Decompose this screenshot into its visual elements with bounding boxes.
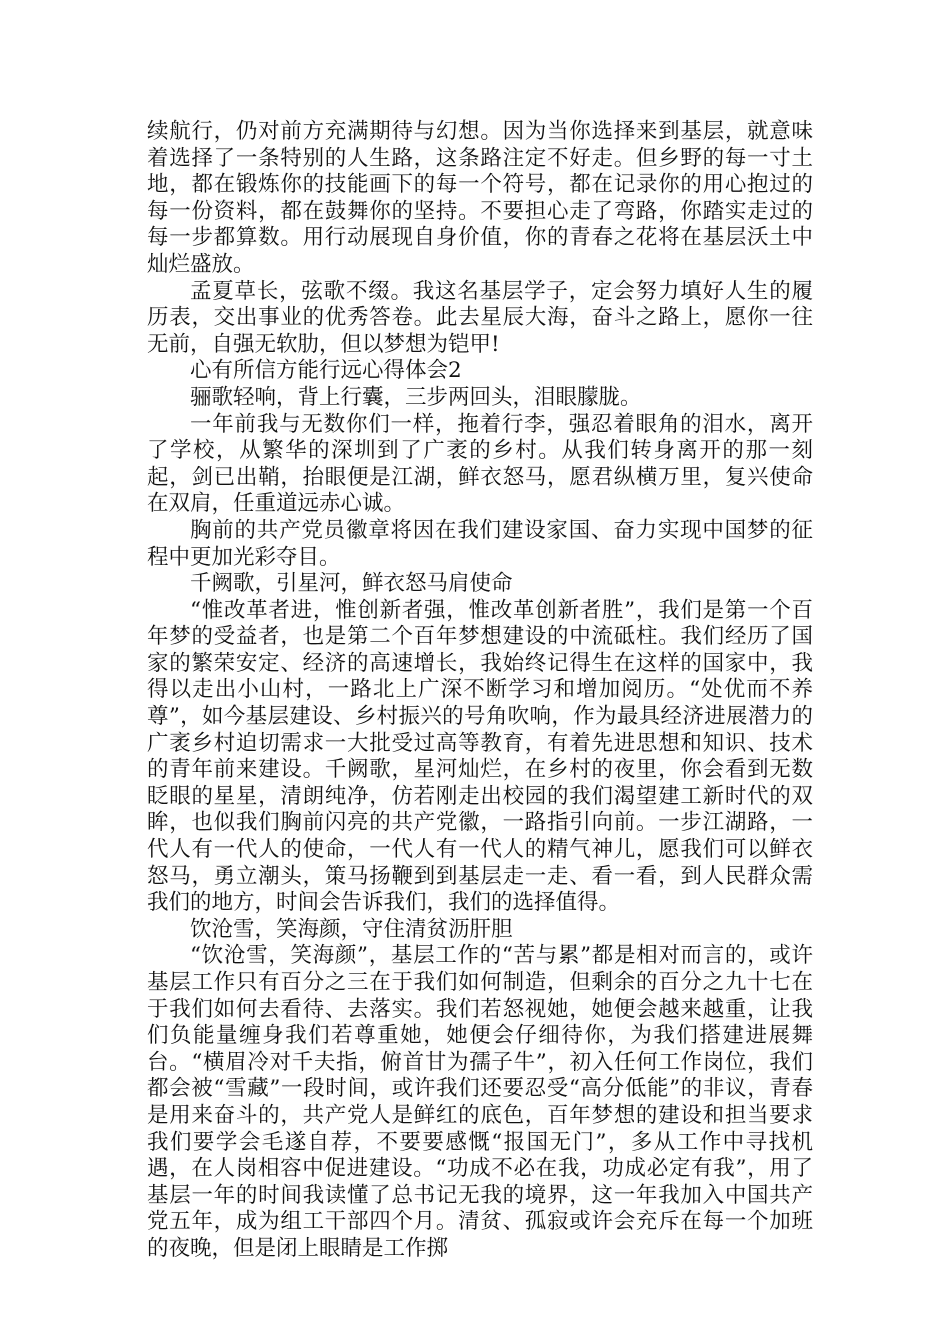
paragraph: 骊歌轻响，背上行囊，三步两回头，泪眼朦胧。	[190, 384, 642, 410]
subheading: 饮沧雪，笑海颜，守住清贫沥肝胆	[190, 916, 513, 942]
paragraph: 胸前的共产党员徽章将因在我们建设家国、奋力实现中国梦的征程中更加光彩夺目。	[147, 517, 813, 570]
subheading: 千阙歌，引星河，鲜衣怒马肩使命	[190, 571, 513, 597]
paragraph: 一年前我与无数你们一样，拖着行李，强忍着眼角的泪水，离开了学校，从繁华的深圳到了广袤的乡村。从我们转身离开的那一刻起，剑已出鞘，抬眼便是江湖，鲜衣怒马，愿君纵横万里，复兴使命在双肩，任重道远赤心诚。	[147, 411, 813, 517]
paragraph-continuation: 续航行，仍对前方充满期待与幻想。因为当你选择来到基层，就意味着选择了一条特别的人生路，这条路注定不好走。但乡野的每一寸土地，都在锻炼你的技能画下的每一个符号，都在记录你的用心抱过的每一份资料，都在鼓舞你的坚持。不要担心走了弯路，你踏实走过的每一步都算数。用行动展现自身价值，你的青春之花将在基层沃土中灿烂盛放。	[147, 119, 813, 277]
section-heading: 心有所信方能行远心得体会2	[190, 358, 462, 384]
paragraph: 孟夏草长，弦歌不缀。我这名基层学子，定会努力填好人生的履历表，交出事业的优秀答卷。此去星辰大海，奋斗之路上，愿你一往无前，自强无软肋，但以梦想为铠甲!	[147, 278, 813, 357]
paragraph: “惟改革者进，惟创新者强，惟改革创新者胜”，我们是第一个百年梦的受益者，也是第二个百年梦想建设的中流砥柱。我们经历了国家的繁荣安定、经济的高速增长，我始终记得生在这样的国家中，我得以走出小山村，一路北上广深不断学习和增加阅历。“处优而不养尊”，如今基层建设、乡村振兴的号角吹响，作为最具经济进展潜力的广袤乡村迫切需求一大批受过高等教育，有着先进思想和知识、技术的青年前来建设。千阙歌，星河灿烂，在乡村的夜里，你会看到无数眨眼的星星，清朗纯净，仿若刚走出校园的我们渴望建工新时代的双眸，也似我们胸前闪亮的共产党徽，一路指引向前。一步江湖路，一代人有一代人的使命，一代人有一代人的精气神儿，愿我们可以鲜衣怒马，勇立潮头，策马扬鞭到到基层走一走、看一看，到人民群众需我们的地方，时间会告诉我们，我们的选择值得。	[147, 597, 813, 916]
document-page	[147, 119, 813, 1263]
paragraph: “饮沧雪，笑海颜”，基层工作的“苦与累”都是相对而言的，或许基层工作只有百分之三在于我们如何制造，但剩余的百分之九十七在于我们如何去看待、去落实。我们若怒视她，她便会越来越重，让我们负能量缠身我们若尊重她，她便会仔细待你，为我们搭建进展舞台。“横眉冷对千夫指，俯首甘为孺子牛”，初入任何工作岗位，我们都会被“雪藏”一段时间，或许我们还要忍受“高分低能”的非议，青春是用来奋斗的，共产党人是鲜红的底色，百年梦想的建设和担当要求我们要学会毛遂自荐，不要要感慨“报国无门”，多从工作中寻找机遇，在人岗相容中促进建设。“功成不必在我，功成必定有我”，用了基层一年的时间我读懂了总书记无我的境界，这一年我加入中国共产党五年，成为组工干部四个月。清贫、孤寂或许会充斥在每一个加班的夜晚，但是闭上眼睛是工作掷	[147, 943, 813, 1261]
